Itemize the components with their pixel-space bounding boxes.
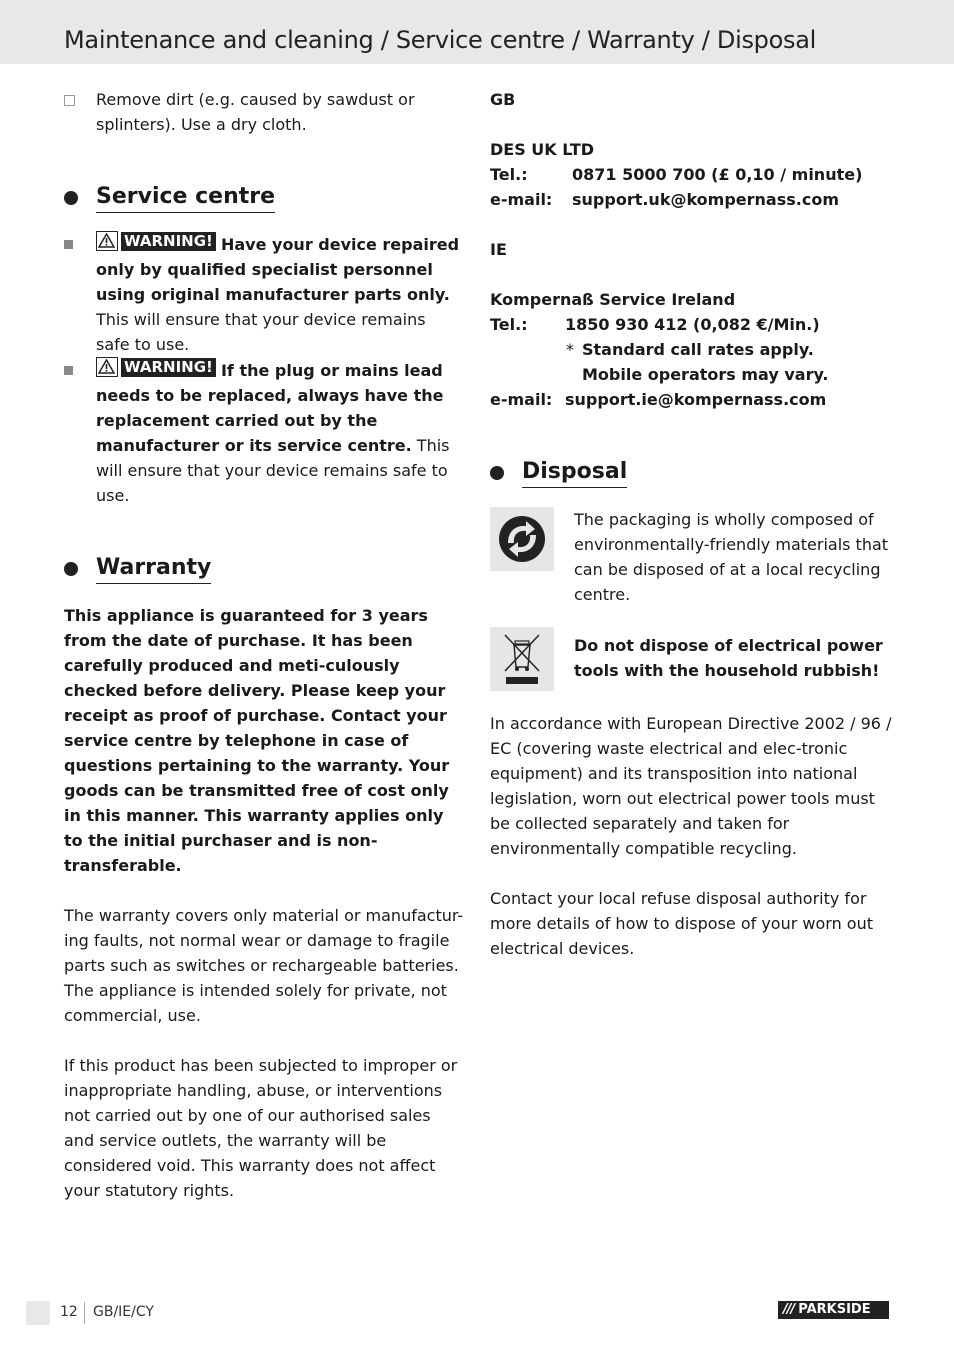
warranty-paragraph-2: If this product has been subjected to improper or inappropriate handling, abuse, or interventions not carried out by one of our authorised sales and service outlets, the warranty will be considered void. This warranty does not affect your statutory rights.: [64, 1056, 458, 1200]
tel-ie: 1850 930 412 (0,082 €/Min.): [565, 315, 820, 334]
disposal-paragraph-1: In accordance with European Directive 2002 / 96 / EC (covering waste electrical and elec-tronic equipment) and its transposition into national legislation, worn out electrical power tools must be collected separately and taken for environmentally compatible recycling.: [490, 714, 892, 858]
footer-languages: GB/IE/CY: [93, 1304, 154, 1320]
maintenance-item: [64, 87, 464, 137]
email-ie: support.ie@kompernass.com: [565, 390, 827, 409]
note-asterisk: *: [566, 340, 574, 359]
warranty-bold-paragraph: This appliance is guaranteed for 3 years from the date of purchase. It has been carefully produced and meti-culously checked before delivery. Please keep your receipt as proof of purchase. Contact your service centre by telephone in case of questions pertaining to the warranty. Your goods can be transmitted free of cost only in this manner. This warranty applies only to the initial purchaser and is non-transferable.: [64, 606, 450, 875]
tel-gb: 0871 5000 700 (£ 0,10 / minute): [572, 165, 863, 184]
ie-note-row-1: [490, 337, 900, 362]
section-dot-icon: [490, 466, 504, 480]
warranty-paragraph-1: The warranty covers only material or manufactur-ing faults, not normal wear or damage to fragile parts such as switches or rechargeable batteries. The appliance is intended solely for private, not commercial, use.: [64, 906, 464, 1025]
page-title: Maintenance and cleaning / Service centre / Warranty / Disposal: [64, 26, 816, 54]
brand-slashes: ///: [783, 1302, 795, 1317]
contact-ie: [490, 237, 900, 412]
right-column: [490, 87, 900, 961]
warning-label: WARNING!: [121, 358, 216, 377]
footer-marker: [26, 1301, 50, 1325]
email-gb-row: [490, 187, 900, 212]
service-item-2: [64, 357, 464, 508]
country-gb: GB: [490, 90, 516, 109]
parkside-logo: [778, 1301, 889, 1319]
email-gb: support.uk@kompernass.com: [572, 190, 839, 209]
warning-badge: [96, 231, 216, 251]
service-item-1-bold: Have your device repaired only by qualified specialist personnel using original manufacturer parts only.: [96, 235, 460, 304]
section-dot-icon: [64, 191, 78, 205]
disposal-title: Disposal: [522, 458, 627, 488]
disposal-heading: [490, 457, 900, 489]
square-bullet-icon: [64, 240, 73, 249]
warning-label: WARNING!: [121, 232, 216, 251]
disposal-paragraph-2: Contact your local refuse disposal authority for more details of how to dispose of your worn out electrical devices.: [490, 889, 873, 958]
company-ie: Kompernaß Service Ireland: [490, 290, 736, 309]
packaging-row: [490, 507, 900, 607]
square-bullet-icon: [64, 366, 73, 375]
checkbox-bullet-icon: [64, 95, 75, 106]
service-centre-heading: [64, 182, 464, 214]
tel-gb-row: [490, 162, 900, 187]
warranty-title: Warranty: [96, 554, 211, 584]
email-label: e-mail:: [490, 390, 553, 409]
page-header: [0, 0, 954, 64]
brand-name: PARKSIDE: [798, 1302, 871, 1317]
tel-label: Tel.:: [490, 315, 528, 334]
ie-note-line-1: Standard call rates apply.: [582, 340, 814, 359]
left-column: [64, 87, 464, 1203]
warning-badge: [96, 357, 216, 377]
packaging-text: The packaging is wholly composed of environmentally-friendly materials that can be disposed of at a local recycling centre.: [574, 510, 889, 604]
tel-label: Tel.:: [490, 165, 528, 184]
section-dot-icon: [64, 562, 78, 576]
service-item-2-bold: If the plug or mains lead needs to be replaced, always have the replacement carried out by the manufacturer or its service centre.: [96, 361, 444, 455]
weee-warning-text: Do not dispose of electrical power tools with the household rubbish!: [574, 636, 883, 680]
service-centre-title: Service centre: [96, 183, 275, 213]
service-item-1: [64, 231, 464, 357]
warning-triangle-icon: [96, 231, 118, 251]
ie-note-row-2: [490, 362, 900, 387]
country-ie: IE: [490, 240, 507, 259]
service-item-2-text: This will ensure that your device remains safe to use.: [96, 436, 450, 505]
email-label: e-mail:: [490, 190, 553, 209]
company-gb: DES UK LTD: [490, 140, 595, 159]
recycling-arrows-icon: [490, 507, 554, 571]
service-item-1-text: This will ensure that your device remains safe to use.: [96, 310, 426, 354]
crossed-out-bin-icon: [490, 627, 554, 691]
page-number: 12: [60, 1304, 78, 1320]
weee-row: [490, 627, 900, 691]
warning-triangle-icon: [96, 357, 118, 377]
ie-note-line-2: Mobile operators may vary.: [582, 365, 829, 384]
email-ie-row: [490, 387, 900, 412]
tel-ie-row: [490, 312, 900, 337]
maintenance-text: Remove dirt (e.g. caused by sawdust or splinters). Use a dry cloth.: [96, 90, 415, 134]
contact-gb: [490, 87, 900, 212]
footer-divider: [84, 1302, 85, 1324]
warranty-heading: [64, 553, 464, 585]
